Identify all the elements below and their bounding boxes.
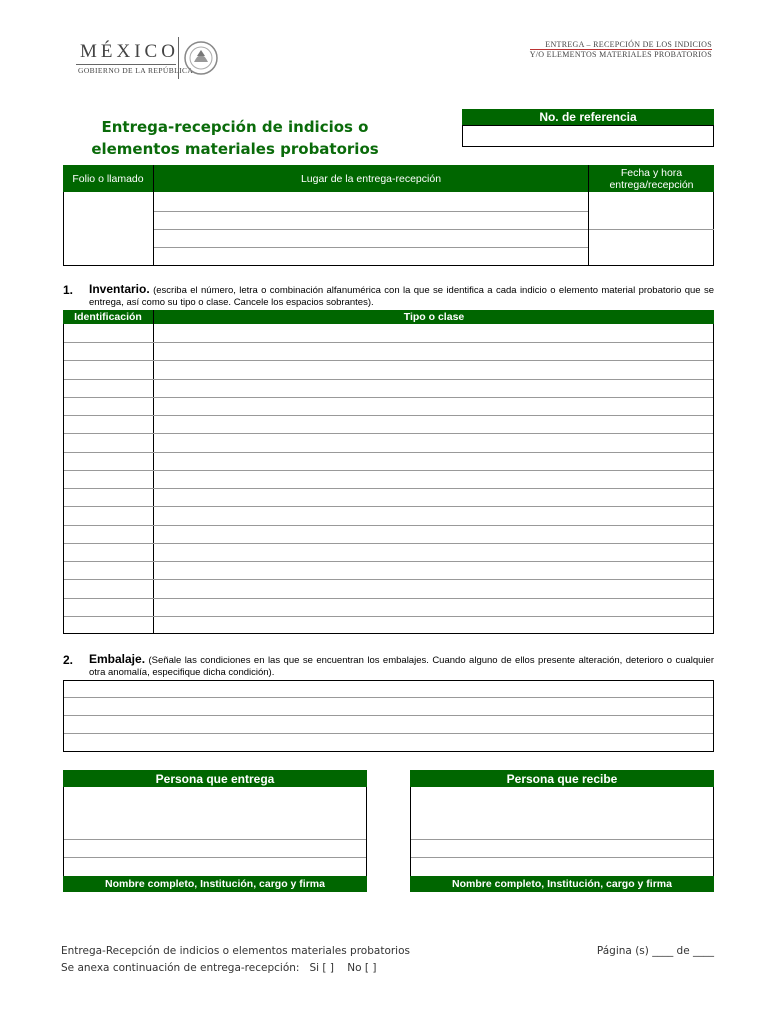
packaging-row-line — [64, 733, 713, 734]
inventory-row-line — [64, 616, 713, 617]
logo-wordmark: MÉXICO — [80, 41, 179, 62]
annex-no-label: No — [347, 962, 362, 974]
inventory-row-line — [64, 543, 713, 544]
receive-header: Persona que recibe — [410, 770, 714, 787]
folio-header: Folio o llamado — [63, 165, 153, 192]
place-row-line — [154, 229, 588, 230]
packaging-row-line — [64, 697, 713, 698]
inventory-row-line — [64, 470, 713, 471]
page-title — [70, 116, 400, 160]
place-col-divider-2 — [588, 165, 589, 266]
footer-page-label: Página (s) ____ de ____ — [596, 945, 714, 957]
place-row-line — [154, 211, 588, 212]
identification-header: Identificación — [63, 310, 153, 324]
packaging-heading: Embalaje. — [89, 652, 146, 666]
title-line-2: elementos materiales probatorios — [91, 140, 379, 158]
inventory-row-line — [64, 579, 713, 580]
receive-box — [410, 770, 714, 892]
reference-field[interactable] — [462, 125, 714, 147]
header-right-line2: Y/O ELEMENTOS MATERIALES PROBATORIOS — [529, 50, 712, 59]
deliver-box — [63, 770, 367, 892]
inventory-row-line — [64, 561, 713, 562]
deliver-signature-label: Nombre completo, Institución, cargo y firma — [63, 876, 367, 892]
header-right-line1: ENTREGA – RECEPCIÓN DE LOS INDICIOS — [545, 40, 712, 49]
annex-yes-checkbox[interactable]: [ ] — [322, 962, 334, 974]
inventory-row-line — [64, 379, 713, 380]
place-header: Lugar de la entrega-recepción — [154, 165, 588, 192]
packaging-table — [63, 680, 714, 752]
receive-row-line — [411, 857, 713, 858]
inventory-row-line — [64, 598, 713, 599]
inventory-col-divider — [153, 310, 154, 634]
title-line-1: Entrega-recepción de indicios o — [101, 118, 369, 136]
type-header: Tipo o clase — [154, 310, 714, 324]
inventory-row-line — [64, 452, 713, 453]
reference-header: No. de referencia — [462, 109, 714, 125]
packaging-instructions — [89, 653, 714, 679]
place-row-line — [154, 247, 588, 248]
inventory-table — [63, 310, 714, 634]
deliver-row-line — [64, 839, 366, 840]
packaging-number: 2. — [63, 653, 74, 667]
logo-separator — [178, 37, 179, 79]
deliver-row-line — [64, 857, 366, 858]
place-col-divider-1 — [153, 165, 154, 266]
inventory-row-line — [64, 488, 713, 489]
inventory-row-line — [64, 415, 713, 416]
logo-divider — [76, 64, 176, 65]
inventory-row-line — [64, 360, 713, 361]
annex-yes-label: Si — [309, 962, 320, 974]
inventory-row-line — [64, 506, 713, 507]
packaging-row-line — [64, 715, 713, 716]
logo-subtitle: GOBIERNO DE LA REPÚBLICA — [78, 66, 194, 75]
inventory-row-line — [64, 433, 713, 434]
datetime-row-line — [589, 229, 714, 230]
receive-signature-label: Nombre completo, Institución, cargo y firma — [410, 876, 714, 892]
receive-row-line — [411, 839, 713, 840]
footer-annex — [61, 962, 376, 974]
annex-label: Se anexa continuación de entrega-recepción: — [61, 962, 300, 974]
deliver-header: Persona que entrega — [63, 770, 367, 787]
inventory-number: 1. — [63, 283, 74, 297]
inventory-row-line — [64, 525, 713, 526]
inventory-description: (escriba el número, letra o combinación alfanumérica con la que se identifica a cada indicio o elemento material probatorio que se entrega, así como su tipo o clase. Cancele los espacios sobrantes). — [89, 285, 715, 308]
annex-no-checkbox[interactable]: [ ] — [364, 962, 377, 974]
inventory-row-line — [64, 397, 713, 398]
inventory-heading: Inventario. — [89, 282, 150, 296]
inventory-instructions — [89, 283, 714, 309]
footer-doc-name: Entrega-Recepción de indicios o elementos materiales probatorios — [61, 945, 410, 957]
packaging-description: (Señale las condiciones en las que se encuentran los embalajes. Cuando alguno de ellos presente alteración, deterioro o cualquier otra anomalía, especifique dicha condición). — [89, 655, 714, 678]
inventory-row-line — [64, 342, 713, 343]
coat-of-arms-icon — [183, 38, 219, 78]
datetime-header: Fecha y hora entrega/recepción — [589, 165, 714, 192]
